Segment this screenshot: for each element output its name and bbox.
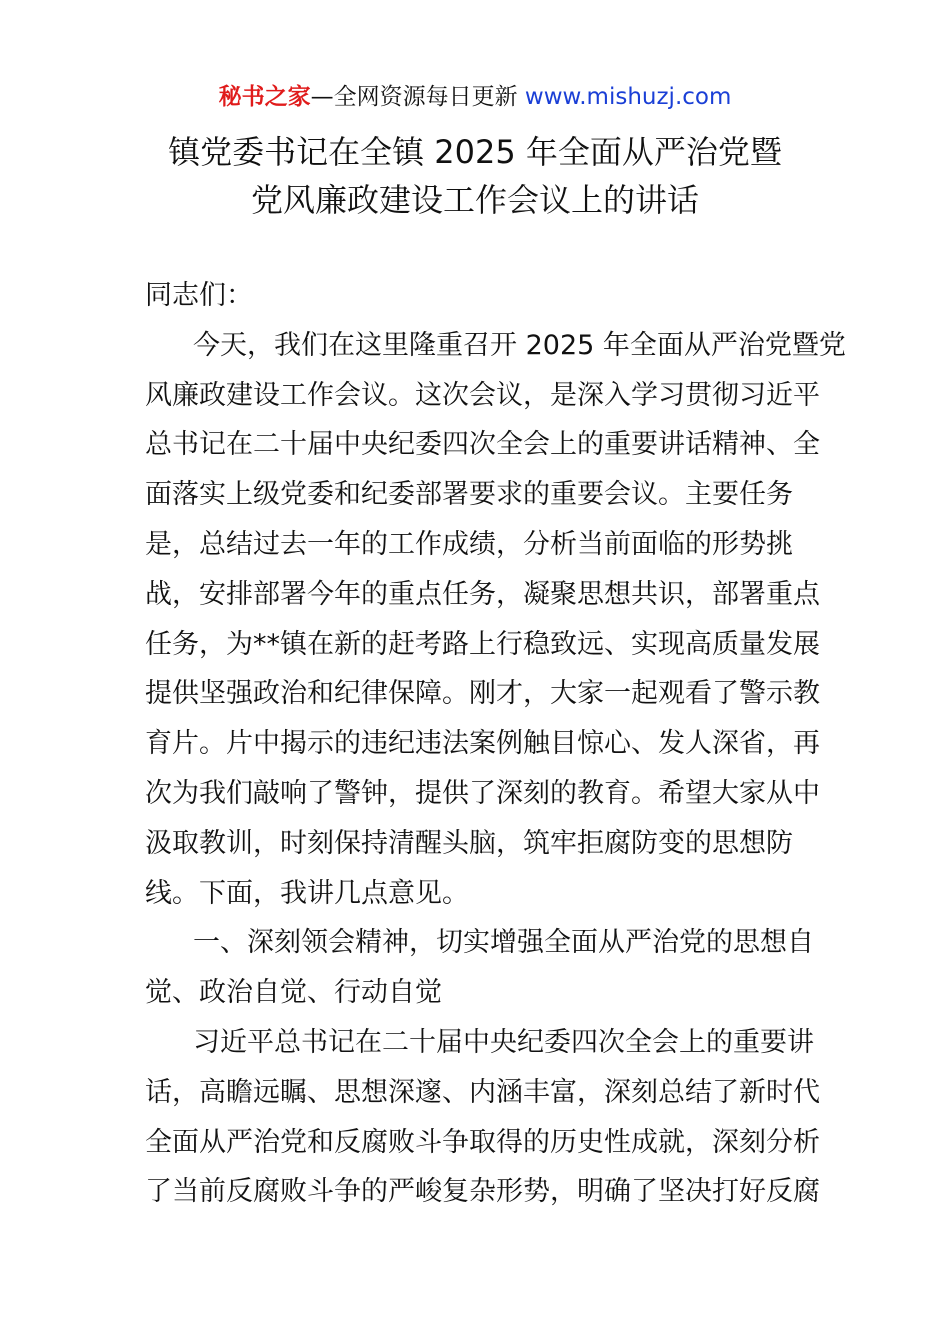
- body-line: 全面从严治党和反腐败斗争取得的历史性成就，深刻分析: [145, 1126, 820, 1158]
- body-line: 是，总结过去一年的工作成绩，分析当前面临的形势挑: [145, 528, 793, 560]
- title-line-1: 镇党委书记在全镇 2025 年全面从严治党暨: [168, 133, 782, 171]
- document-title: [0, 128, 950, 224]
- body-line: 话，高瞻远瞩、思想深邃、内涵丰富，深刻总结了新时代: [145, 1076, 820, 1108]
- body-line: 线。下面，我讲几点意见。: [145, 877, 469, 909]
- body-line: 提供坚强政治和纪律保障。刚才，大家一起观看了警示教: [145, 678, 820, 710]
- body-line: 次为我们敲响了警钟，提供了深刻的教育。希望大家从中: [145, 777, 820, 809]
- body-line: 战，安排部署今年的重点任务，凝聚思想共识，部署重点: [145, 578, 820, 610]
- body-line: 了当前反腐败斗争的严峻复杂形势，明确了坚决打好反腐: [145, 1176, 820, 1208]
- title-line-2: 党风廉政建设工作会议上的讲话: [250, 181, 699, 219]
- body-line: 习近平总书记在二十届中央纪委四次全会上的重要讲: [193, 1026, 814, 1058]
- salutation: 同志们：: [145, 280, 253, 311]
- section-heading-line: 一、深刻领会精神，切实增强全面从严治党的思想自: [193, 927, 814, 959]
- header-tagline: —全网资源每日更新: [310, 84, 518, 110]
- body-line: 任务，为**镇在新的赶考路上行稳致远、实现高质量发展: [145, 628, 820, 660]
- body-line: 汲取教训，时刻保持清醒头脑，筑牢拒腐防变的思想防: [145, 827, 793, 859]
- section-heading-line: 觉、政治自觉、行动自觉: [145, 977, 442, 1009]
- document-body: [145, 271, 846, 1217]
- body-line: 总书记在二十届中央纪委四次全会上的重要讲话精神、全: [145, 429, 820, 461]
- site-header: [0, 80, 950, 114]
- body-line: 风廉政建设工作会议。这次会议，是深入学习贯彻习近平: [145, 379, 820, 411]
- body-line: 今天，我们在这里隆重召开 2025 年全面从严治党暨党: [193, 329, 846, 361]
- body-line: 面落实上级党委和纪委部署要求的重要会议。主要任务: [145, 479, 793, 511]
- body-line: 育片。片中揭示的违纪违法案例触目惊心、发人深省，再: [145, 728, 820, 760]
- site-url-link[interactable]: www.mishuzj.com: [524, 84, 732, 110]
- brand-name: 秘书之家: [218, 84, 311, 110]
